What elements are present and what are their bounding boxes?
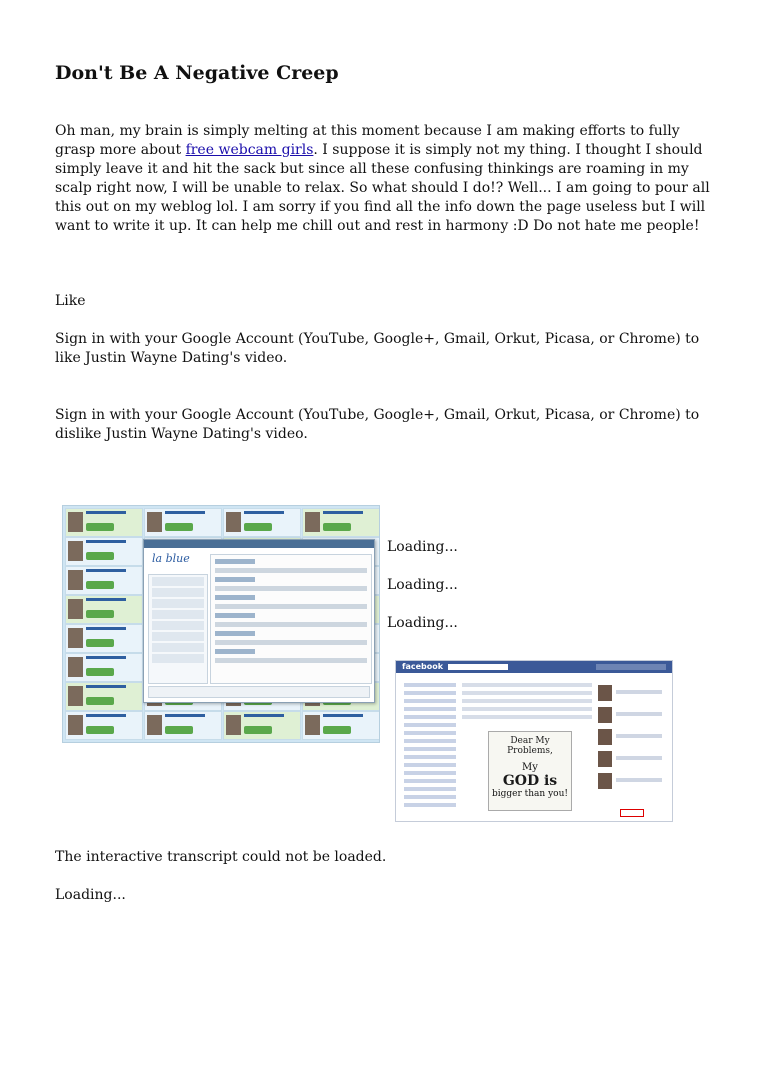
facebook-left-menu bbox=[404, 679, 456, 815]
chat-user-card bbox=[65, 595, 143, 624]
highlight-box bbox=[620, 809, 644, 817]
intro-text-before: Oh man, my brain is simply melting at this moment because I am making efforts to fully grasp more about bbox=[55, 123, 680, 158]
chat-user-card bbox=[65, 537, 143, 566]
meme-line-1: Dear My Problems, bbox=[507, 736, 553, 756]
meme-image bbox=[488, 731, 572, 811]
chat-screenshot-image bbox=[62, 505, 380, 743]
chat-logo: la blue bbox=[152, 552, 190, 565]
meme-line-4: bigger than you! bbox=[491, 789, 568, 799]
facebook-screenshot-image bbox=[395, 660, 673, 822]
facebook-right-column bbox=[598, 679, 666, 815]
facebook-nav bbox=[596, 664, 666, 670]
loading-label-3: Loading... bbox=[387, 615, 458, 631]
loading-label-2: Loading... bbox=[387, 577, 458, 593]
chat-user-card bbox=[144, 508, 222, 537]
chat-user-card bbox=[223, 711, 301, 740]
chat-user-card bbox=[65, 653, 143, 682]
loading-label-1: Loading... bbox=[387, 539, 458, 555]
like-label[interactable]: Like bbox=[55, 293, 86, 309]
free-webcam-girls-link[interactable]: free webcam girls bbox=[185, 142, 314, 158]
chat-user-card bbox=[223, 508, 301, 537]
chat-user-card bbox=[65, 566, 143, 595]
chat-list-panel bbox=[148, 574, 208, 684]
chat-user-card bbox=[302, 508, 380, 537]
facebook-header-bar bbox=[396, 661, 672, 673]
chat-messages-panel bbox=[210, 554, 372, 684]
chat-popup-window bbox=[143, 539, 375, 703]
facebook-feed bbox=[462, 679, 592, 815]
meme-line-2: My bbox=[522, 762, 538, 773]
chat-user-card bbox=[65, 624, 143, 653]
transcript-error-text: The interactive transcript could not be loaded. bbox=[55, 849, 387, 865]
chat-user-card bbox=[144, 711, 222, 740]
chat-user-card bbox=[65, 508, 143, 537]
page-title: Don't Be A Negative Creep bbox=[55, 62, 339, 84]
popup-titlebar bbox=[144, 540, 374, 548]
like-signin-text: Sign in with your Google Account (YouTube, Google+, Gmail, Orkut, Picasa, or Chrome) to like Justin Wayne Dating's video. bbox=[55, 331, 700, 366]
dislike-signin-text: Sign in with your Google Account (YouTube, Google+, Gmail, Orkut, Picasa, or Chrome) to dislike Justin Wayne Dating's video. bbox=[55, 407, 700, 442]
chat-user-card bbox=[65, 682, 143, 711]
chat-user-card bbox=[65, 711, 143, 740]
intro-text-after: . I suppose it is simply not my thing. I thought I should simply leave it and hit the sack but since all these confusing thinkings are roaming in my scalp right now, I will be unable to relax. So what should I do!? Well... I am going to pour all this out on my weblog lol. I am sorry if you find all the info down the page useless but I will want to write it up. It can help me chill out and rest in harmony :D Do not hate me people! bbox=[55, 142, 710, 234]
facebook-logo: facebook bbox=[402, 662, 444, 671]
chat-user-card bbox=[302, 711, 380, 740]
facebook-search-box bbox=[448, 664, 508, 670]
chat-input-bar bbox=[148, 686, 370, 698]
bottom-loading-label: Loading... bbox=[55, 887, 126, 903]
intro-paragraph bbox=[55, 122, 715, 236]
meme-line-3: GOD is bbox=[502, 773, 558, 789]
